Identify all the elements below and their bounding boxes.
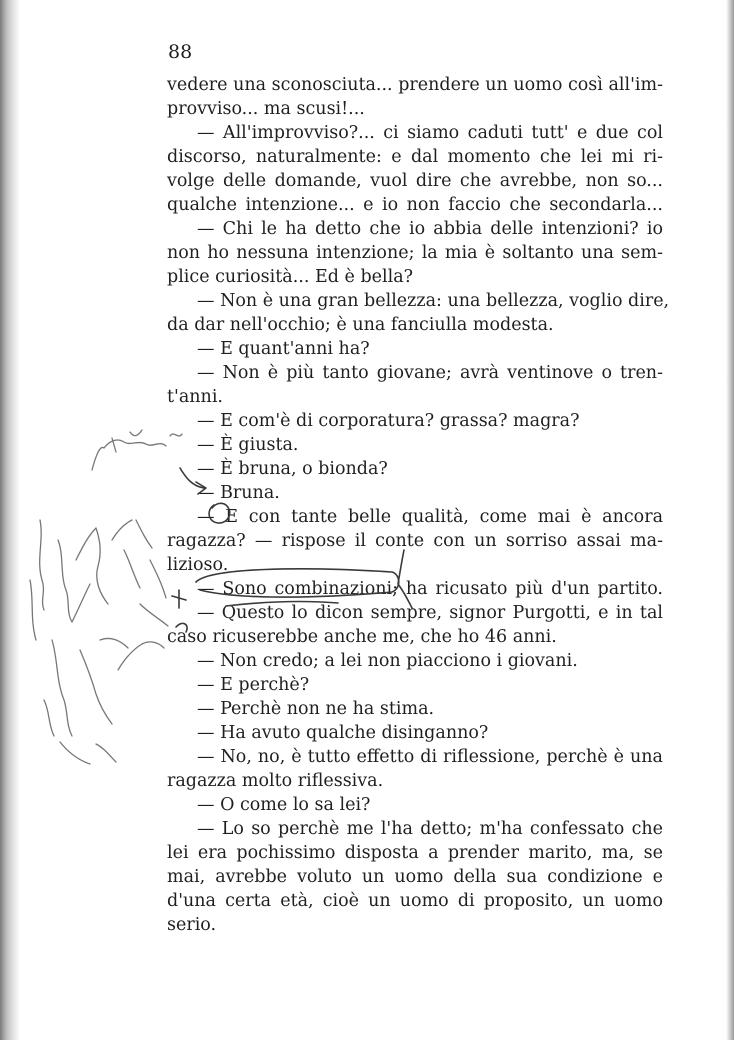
text-line: — È bruna, o bionda?: [197, 459, 388, 479]
text-line: — No, no, è tutto effetto di riflessione, perchè è una: [197, 747, 663, 767]
text-line: ragazza molto riflessiva.: [167, 771, 384, 791]
text-line: — È giusta.: [197, 435, 299, 455]
margin-note-long: [30, 520, 168, 764]
text-line: mai, avrebbe voluto un uomo della sua condizione e: [167, 867, 663, 887]
text-line: — Sono combinazioni; ha ricusato più d'un partito.: [197, 579, 663, 599]
page-left-edge-shadow: [0, 0, 20, 1040]
text-line: vedere una sconosciuta... prendere un uomo così all'im-: [167, 75, 663, 95]
text-line: — Chi le ha detto che io abbia delle intenzioni? io: [197, 219, 663, 239]
text-line: provviso... ma scusi!...: [167, 99, 365, 119]
text-line: — Non credo; a lei non piacciono i giovani.: [197, 651, 578, 671]
text-line: — All'improvviso?... ci siamo caduti tutt' e due col: [197, 123, 663, 143]
text-line: d'una certa età, cioè un uomo di proposito, un uomo: [167, 891, 663, 911]
text-line: — Non è più tanto giovane; avrà ventinove o tren-: [197, 363, 663, 383]
text-line: — E perchè?: [197, 675, 310, 695]
text-line: t'anni.: [167, 387, 223, 407]
text-line: da dar nell'occhio; è una fanciulla modesta.: [167, 315, 554, 335]
body-text: [167, 73, 670, 937]
text-line: serio.: [167, 915, 217, 935]
text-line: — O come lo sa lei?: [197, 795, 371, 815]
text-line: plice curiosità... Ed è bella?: [167, 267, 414, 287]
page-right-edge-shadow: [726, 0, 734, 1040]
page-number: 88: [168, 41, 193, 63]
text-line: ragazza? — rispose il conte con un sorriso assai ma-: [167, 531, 663, 551]
text-line: — E con tante belle qualità, come mai è ancora: [197, 507, 663, 527]
text-line: — Perchè non ne ha stima.: [197, 699, 435, 719]
text-line: — Non è una gran bellezza: una bellezza, voglio dire,: [197, 291, 670, 311]
text-line: qualche intenzione... e io non faccio che secondarla...: [167, 195, 663, 215]
text-line: volge delle domande, vuol dire che avrebbe, non so...: [167, 171, 663, 191]
text-line: — E com'è di corporatura? grassa? magra?: [197, 411, 580, 431]
text-line: — Lo so perchè me l'ha detto; m'ha confessato che: [197, 819, 663, 839]
text-line: — Bruna.: [197, 483, 280, 503]
text-line: — Questo lo dicon sempre, signor Purgotti, e in tal: [197, 603, 663, 623]
text-line: — E quant'anni ha?: [197, 339, 370, 359]
text-line: lizioso.: [167, 555, 229, 575]
text-line: caso ricuserebbe anche me, che ho 46 anni.: [167, 627, 557, 647]
text-line: — Ha avuto qualche disinganno?: [197, 723, 489, 743]
text-line: non ho nessuna intenzione; la mia è soltanto una sem-: [167, 243, 663, 263]
text-line: lei era pochissimo disposta a prender marito, ma, se: [167, 843, 663, 863]
text-line: discorso, naturalmente: e dal momento che lei mi ri-: [167, 147, 663, 167]
